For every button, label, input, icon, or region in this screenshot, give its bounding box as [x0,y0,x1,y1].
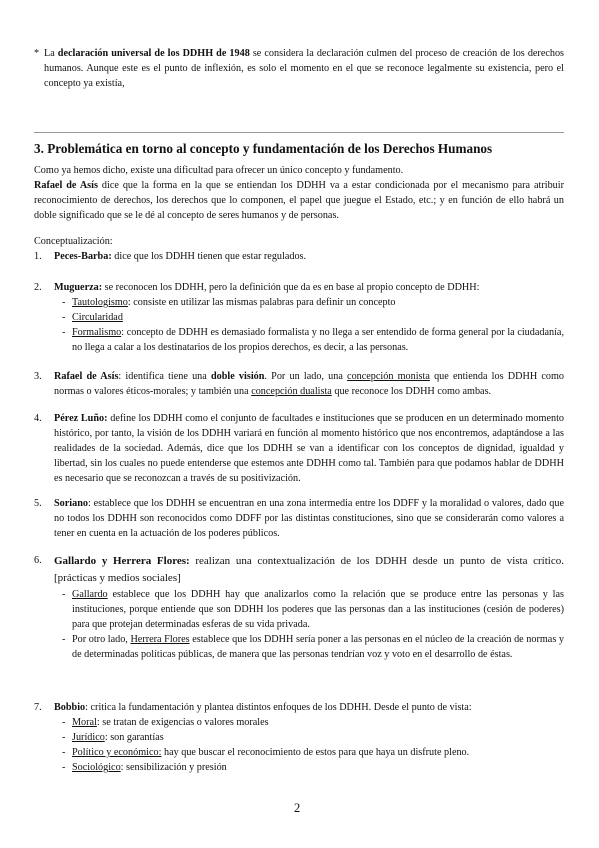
section-divider [34,132,564,133]
list-item: Rafael de Asís: identifica tiene una doble visión. Por un lado, una concepción monista que entienda los DDHH como normas o valores éticos-morales; y también una concepción dualista que reconoce los DDHH como ambas. [54,371,564,397]
bullet-dash: - [62,297,66,308]
author-name: Rafael de Asís [54,371,119,382]
sub-item: Político y económico: hay que buscar el reconocimiento de estos para que haya un disfrute pleno. [72,747,470,758]
author-name: Peces-Barba: [54,251,112,262]
sub-term: Circularidad [72,312,123,323]
sub-term: Formalismo [72,327,122,338]
sub-term: Gallardo [72,589,108,600]
sub-term: Herrera Flores [130,634,190,645]
sub-term: Político y económico: [72,747,162,758]
author-name: Pérez Luño: [54,413,108,424]
asis-paragraph: Rafael de Asís dice que la forma en la que se entiendan los DDHH va a estar condicionada por el mecanismo para atribuir reconocimiento de derechos, los derechos que lo componen, el papel que juegue el Estado, etc.; y en función de ello habrá un doble significado que se le dé al concepto de seres humanos y de personas. [34,180,564,221]
conceptualizacion-label: Conceptualización: [34,236,113,247]
bullet-dash: - [62,762,66,773]
sub-term: Moral [72,717,97,728]
list-item: Peces-Barba: dice que los DDHH tienen que estar regulados. [54,251,307,262]
list-item: Soriano: establece que los DDHH se encuentran en una zona intermedia entre los DDFF y la moralidad o valores, dado que no todos los DDHH son reconocidos como DDFF por las distintas constituciones, sino que se considerarán como valores a tener en cuenta en la actuación de los poderes públicos. [54,498,564,539]
sub-item: Jurídico: son garantías [72,732,164,743]
list-number: 3. [34,371,42,382]
section-intro: Como ya hemos dicho, existe una dificultad para ofrecer un único concepto y fundamento. [34,165,404,176]
sub-item: Moral: se tratan de exigencias o valores morales [72,717,269,728]
bullet-dash: - [62,634,66,645]
bullet-dash: - [62,747,66,758]
list-number: 6. [34,555,42,566]
sub-item: Formalismo: concepto de DDHH es demasiado formalista y no llega a ser entendido de forma general por la ciudadanía, no llega a calar a los destinatarios de los propios derechos, es decir, a las personas. [72,327,564,353]
bullet-dash: - [62,312,66,323]
bullet-dash: - [62,717,66,728]
sub-term: Sociológico [72,762,121,773]
list-number: 2. [34,282,42,293]
note-asterisk: * [34,48,40,59]
sub-item: Tautologismo: consiste en utilizar las mismas palabras para definir un concepto [72,297,396,308]
page-number: 2 [294,801,301,815]
list-number: 5. [34,498,42,509]
list-item: Gallardo y Herrera Flores: realizan una contextualización de los DDHH desde un punto de vista crítico. [prácticas y medios sociales] [54,555,564,584]
author-name: Gallardo y Herrera Flores: [54,555,190,567]
note-bold-term: declaración universal de los DDHH de 1948 [57,48,250,59]
list-number: 4. [34,413,42,424]
bullet-dash: - [62,732,66,743]
sub-term: Jurídico [72,732,105,743]
author-name: Soriano [54,498,88,509]
list-number: 7. [34,702,42,713]
author-name: Rafael de Asís [34,180,98,191]
list-number: 1. [34,251,42,262]
sub-item [72,310,564,325]
section-heading: 3. Problemática en torno al concepto y fundamentación de los Derechos Humanos [34,141,493,156]
sub-item: Gallardo establece que los DDHH hay que analizarlos como la relación que se produce entre las personas y las instituciones, porque entiende que son DDHH los poderes que las personas dan a las instituciones (cesión de poderes) para que protejan determinadas esferas de su vida privada. [72,589,564,630]
list-item: Bobbio: critica la fundamentación y plantea distintos enfoques de los DDHH. Desde el punto de vista: [54,702,472,713]
bullet-dash: - [62,327,66,338]
note-paragraph: La declaración universal de los DDHH de 1948 se considera la declaración culmen del proceso de creación de los derechos humanos. Aunque este es el punto de inflexión, es solo el momento en el que se reconoce legalmente su existencia, pero el concepto ya existía, [44,48,565,89]
author-name: Muguerza: [54,282,103,293]
list-item: Muguerza: se reconocen los DDHH, pero la definición que da es en base al propio concepto de DDHH: [54,282,480,293]
sub-item: Sociológico: sensibilización y presión [72,762,227,773]
sub-item: Por otro lado, Herrera Flores establece que los DDHH sería poner a las personas en el núcleo de la creación de normas y de determinadas políticas públicas, de manera que las personas tendrían voz y voto en el desarrollo de éstas. [72,634,564,660]
sub-term: Tautologismo [72,297,128,308]
list-item: Pérez Luño: define los DDHH como el conjunto de facultades e instituciones que se producen en un determinado momento histórico, por tanto, la visión de los DDHH variará en función al momento histórico que nos encontremos, adaptándose a las realidades de la sociedad. Además, dice que los DDHH se van a identificar con los conceptos de dignidad, igualdad y libertad, sin los cuales no puede entenderse que estemos ante DDHH como tal. También para que podamos hablar de DDHH es necesario que se reconozcan a través de su positivización. [54,413,564,484]
author-name: Bobbio [54,702,86,713]
bullet-dash: - [62,589,66,600]
